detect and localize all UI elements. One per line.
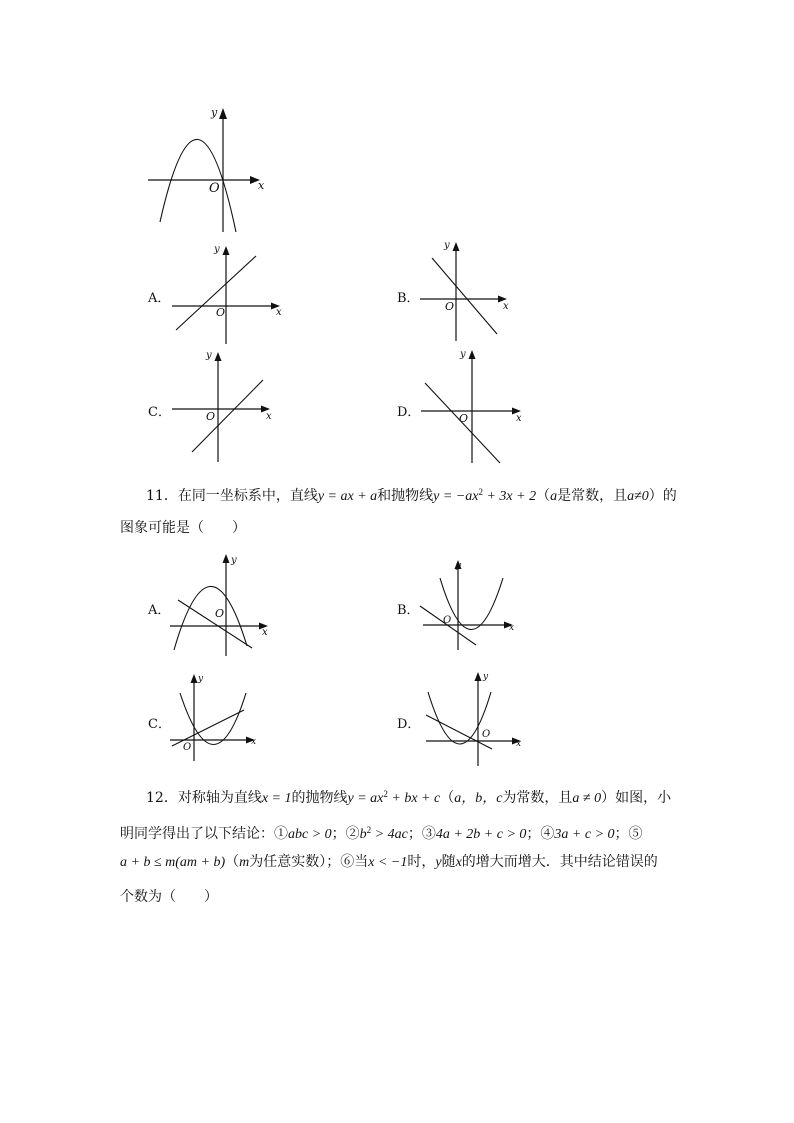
svg-text:x: x bbox=[262, 627, 268, 638]
y-axis-label: y bbox=[211, 106, 218, 119]
q11-number: 11． bbox=[146, 488, 178, 504]
svg-text:O: O bbox=[183, 742, 192, 753]
svg-text:O: O bbox=[445, 300, 455, 313]
svg-text:x: x bbox=[509, 623, 515, 633]
q12-parabola-equation: $y = ax^2$ + bx + c bbox=[347, 789, 441, 806]
svg-text:y: y bbox=[444, 240, 450, 251]
conclusion-5: a + b ≤ m(am + b) bbox=[120, 855, 226, 870]
svg-text:x: x bbox=[516, 413, 522, 424]
q10-option-a-label: A． bbox=[148, 291, 171, 306]
svg-text:y: y bbox=[198, 674, 204, 684]
svg-text:y: y bbox=[214, 244, 220, 255]
svg-text:y: y bbox=[483, 672, 489, 682]
svg-text:y: y bbox=[206, 350, 212, 361]
conclusion-2: $b^2 > 4ac$ bbox=[359, 825, 408, 842]
svg-text:O: O bbox=[459, 412, 469, 425]
q12-stem-line1: 12．对称轴为直线x = 1的抛物线$y = ax^2$ + bx + c（a，b，c为常数，且a ≠ 0）如图，小 bbox=[146, 789, 672, 806]
conclusion-3: 4a + 2b + c > 0 bbox=[435, 827, 527, 842]
svg-text:O: O bbox=[216, 306, 226, 319]
svg-text:x: x bbox=[276, 307, 282, 318]
svg-text:y: y bbox=[460, 349, 466, 360]
q11-line-equation: y = ax + a bbox=[317, 489, 378, 504]
q11-parabola-equation: $y = -ax^2 + 3x + 2$ bbox=[433, 487, 537, 504]
q12-stem-line3: a + b ≤ m(am + b)（m为任意实数）；⑥当x < −1时，y随x的增大而增大．其中结论错误的 bbox=[120, 854, 658, 870]
conclusion-1: abc > 0 bbox=[288, 827, 332, 842]
svg-text:x: x bbox=[251, 737, 257, 747]
svg-text:O: O bbox=[215, 607, 225, 620]
q10-option-c-label: C． bbox=[148, 405, 171, 420]
svg-text:y: y bbox=[456, 561, 462, 571]
svg-text:y: y bbox=[231, 555, 237, 566]
q12-stem-line2: 明同学得出了以下结论：①abc > 0；$②b^2 > 4ac$；③4a + 2b + c > 0；④3a + c > 0；⑤ bbox=[120, 825, 643, 842]
q11-option-a-label: A． bbox=[148, 603, 171, 618]
svg-text:x: x bbox=[266, 411, 272, 422]
q11-stem-line2: 图象可能是（ ） bbox=[120, 520, 246, 536]
q11-stem-line1: 11．在同一坐标系中，直线y = ax + a和抛物线$y = -ax^2 + 3x + 2(a$是常数，且a≠0）的 bbox=[146, 487, 677, 504]
x-axis-label: x bbox=[258, 179, 265, 192]
svg-text:O: O bbox=[482, 729, 491, 740]
svg-text:O: O bbox=[443, 615, 452, 626]
origin-label: O bbox=[209, 181, 220, 196]
q11-option-b-label: B． bbox=[397, 603, 420, 618]
q12-stem-line4: 个数为（ ） bbox=[120, 889, 218, 905]
q12-number: 12． bbox=[146, 790, 178, 806]
q11-option-c-label: C． bbox=[148, 717, 171, 732]
svg-text:x: x bbox=[503, 301, 509, 312]
q11-option-d-label: D． bbox=[397, 717, 421, 732]
svg-text:O: O bbox=[206, 410, 216, 423]
q10-option-b-label: B． bbox=[397, 291, 420, 306]
conclusion-6: x < −1 bbox=[368, 855, 408, 870]
svg-text:x: x bbox=[516, 739, 522, 749]
q10-option-d-label: D． bbox=[397, 405, 421, 420]
conclusion-4: 3a + c > 0 bbox=[554, 827, 615, 842]
